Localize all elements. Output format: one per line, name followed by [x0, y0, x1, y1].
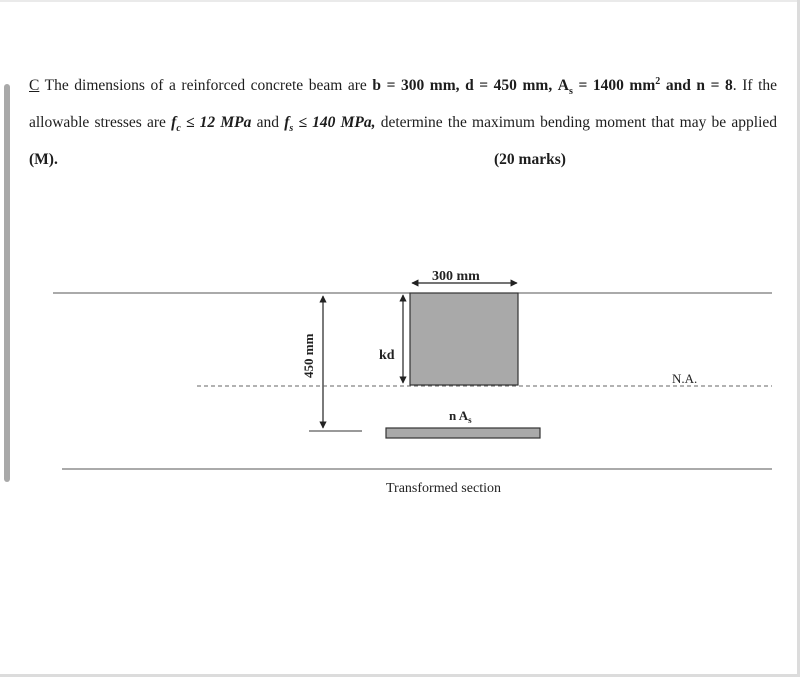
figure-caption: Transformed section — [386, 481, 501, 496]
question-line-1: C The dimensions of a reinforced concrete beam are b = 300 mm, d = 450 mm, $A_s = 1400$ $mm^2$ and n = 8. If the — [29, 76, 778, 98]
fc-limit: $f_c \le 12$ MPa — [171, 114, 252, 135]
question-line-2: allowable stresses are $f_c \le 12$ MPa and $f_s \le 140$ MPa, determine the maximum bending moment that may be applied — [29, 114, 778, 135]
neutral-axis-label: N.A. — [672, 371, 698, 386]
steel-label: n $A_s$ — [449, 408, 472, 425]
concrete-compression-block — [410, 293, 518, 385]
marks-label: (20 marks) — [494, 151, 566, 169]
d-value: d = 450 mm, — [465, 77, 553, 95]
n-value: and n = 8 — [665, 77, 733, 95]
as-value: $A_s = 1400$ $mm^2$ — [557, 76, 661, 98]
question-number: C — [29, 77, 40, 95]
b-value: b = 300 mm, — [372, 77, 460, 95]
kd-label: kd — [379, 348, 395, 363]
depth-label: 450 mm — [301, 333, 316, 378]
transformed-steel-area — [386, 428, 540, 438]
fs-limit: $f_s \le 140$ MPa, — [284, 114, 376, 135]
width-label: 300 mm — [432, 269, 480, 284]
moment-symbol: (M). — [29, 151, 58, 169]
